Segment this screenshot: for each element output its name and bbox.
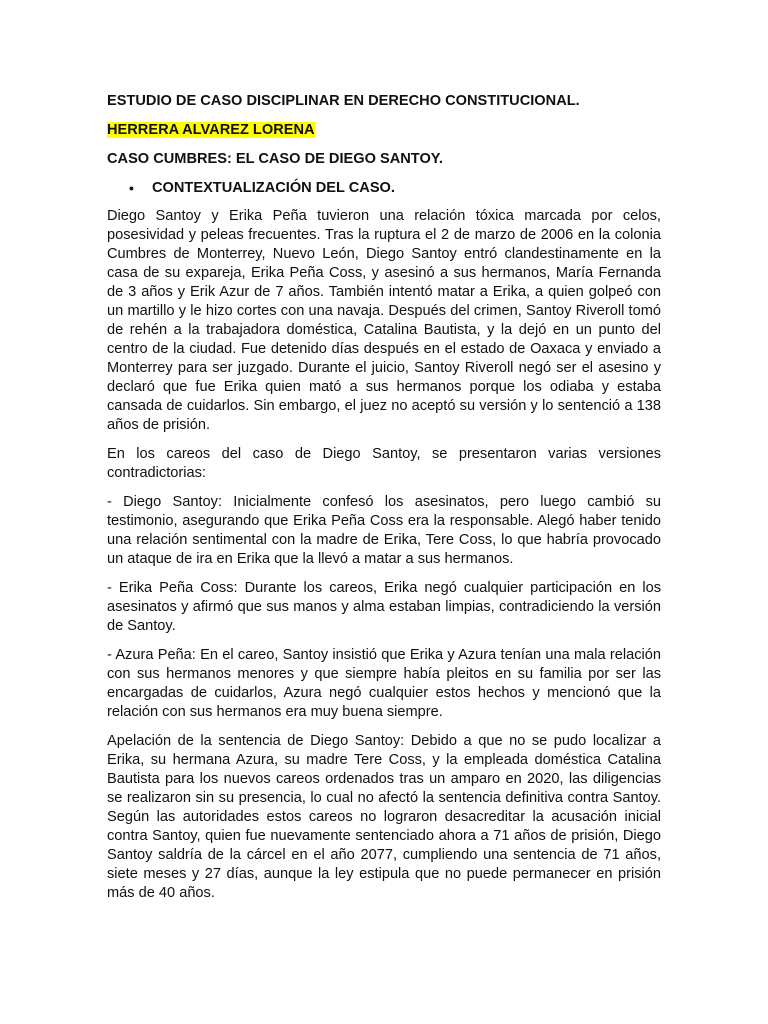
paragraph-careos-intro: En los careos del caso de Diego Santoy, se presentaron varias versiones contradictorias:: [107, 446, 661, 481]
paragraph-diego-santoy: - Diego Santoy: Inicialmente confesó los asesinatos, pero luego cambió su testimonio, asegurando que Erika Peña Coss era la responsable. Alegó haber tenido una relación sentimental con la madre de Erika, Tere Coss, lo que habría provocado un ataque de ira en Erika que la llevó a matar a sus hermanos.: [107, 494, 661, 567]
paragraph-azura-pena: - Azura Peña: En el careo, Santoy insistió que Erika y Azura tenían una mala relación con sus hermanos menores y que siempre había pleitos en su familia por ser las encargadas de cuidarlos, Azura negó cualquier estos hechos y mencionó que la relación con sus hermanos era muy buena siempre.: [107, 647, 661, 720]
section-heading-row: [107, 179, 661, 198]
author-name: [107, 121, 661, 140]
section-heading: CONTEXTUALIZACIÓN DEL CASO.: [152, 180, 395, 196]
paragraph-apelacion: Apelación de la sentencia de Diego Santoy: Debido a que no se pudo localizar a Erika, su hermana Azura, su madre Tere Coss, y la empleada doméstica Catalina Bautista para los nuevos careos ordenados tras un amparo en 2020, las diligencias se realizaron sin su presencia, lo cual no afectó la sentencia definitiva contra Santoy. Según las autoridades estos careos no lograron desacreditar la acusación inicial contra Santoy, quien fue nuevamente sentenciado ahora a 71 años de prisión, Diego Santoy saldría de la cárcel en el año 2077, cumpliendo una sentencia de 71 años, siete meses y 27 días, aunque la ley estipula que no puede permanecer en prisión más de 40 años.: [107, 733, 661, 901]
paragraph-erika-pena: - Erika Peña Coss: Durante los careos, Erika negó cualquier participación en los asesinatos y afirmó que sus manos y alma estaban limpias, contradiciendo la versión de Santoy.: [107, 580, 661, 634]
document-title: ESTUDIO DE CASO DISCIPLINAR EN DERECHO CONSTITUCIONAL.: [107, 93, 580, 109]
document-page: [107, 92, 661, 913]
bullet-icon: •: [129, 180, 134, 196]
author-highlight: HERRERA ALVAREZ LORENA: [107, 122, 315, 138]
paragraph-context: Diego Santoy y Erika Peña tuvieron una relación tóxica marcada por celos, posesividad y peleas frecuentes. Tras la ruptura el 2 de marzo de 2006 en la colonia Cumbres de Monterrey, Nuevo León, Diego Santoy entró clandestinamente en la casa de su expareja, Erika Peña Coss, y asesinó a sus hermanos, María Fernanda de 3 años y Erik Azur de 7 años. También intentó matar a Erika, a quien golpeó con un martillo y le hizo cortes con una navaja. Después del crimen, Santoy Riveroll tomó de rehén a la trabajadora doméstica, Catalina Bautista, y la dejó en un punto del centro de la ciudad. Fue detenido días después en el estado de Oaxaca y enviado a Monterrey para ser juzgado. Durante el juicio, Santoy Riveroll negó ser el asesino y declaró que fue Erika quien mató a sus hermanos porque los odiaba y estaba cansada de cuidarlos. Sin embargo, el juez no aceptó su versión y lo sentenció a 138 años de prisión.: [107, 208, 661, 433]
case-title: CASO CUMBRES: EL CASO DE DIEGO SANTOY.: [107, 151, 443, 167]
